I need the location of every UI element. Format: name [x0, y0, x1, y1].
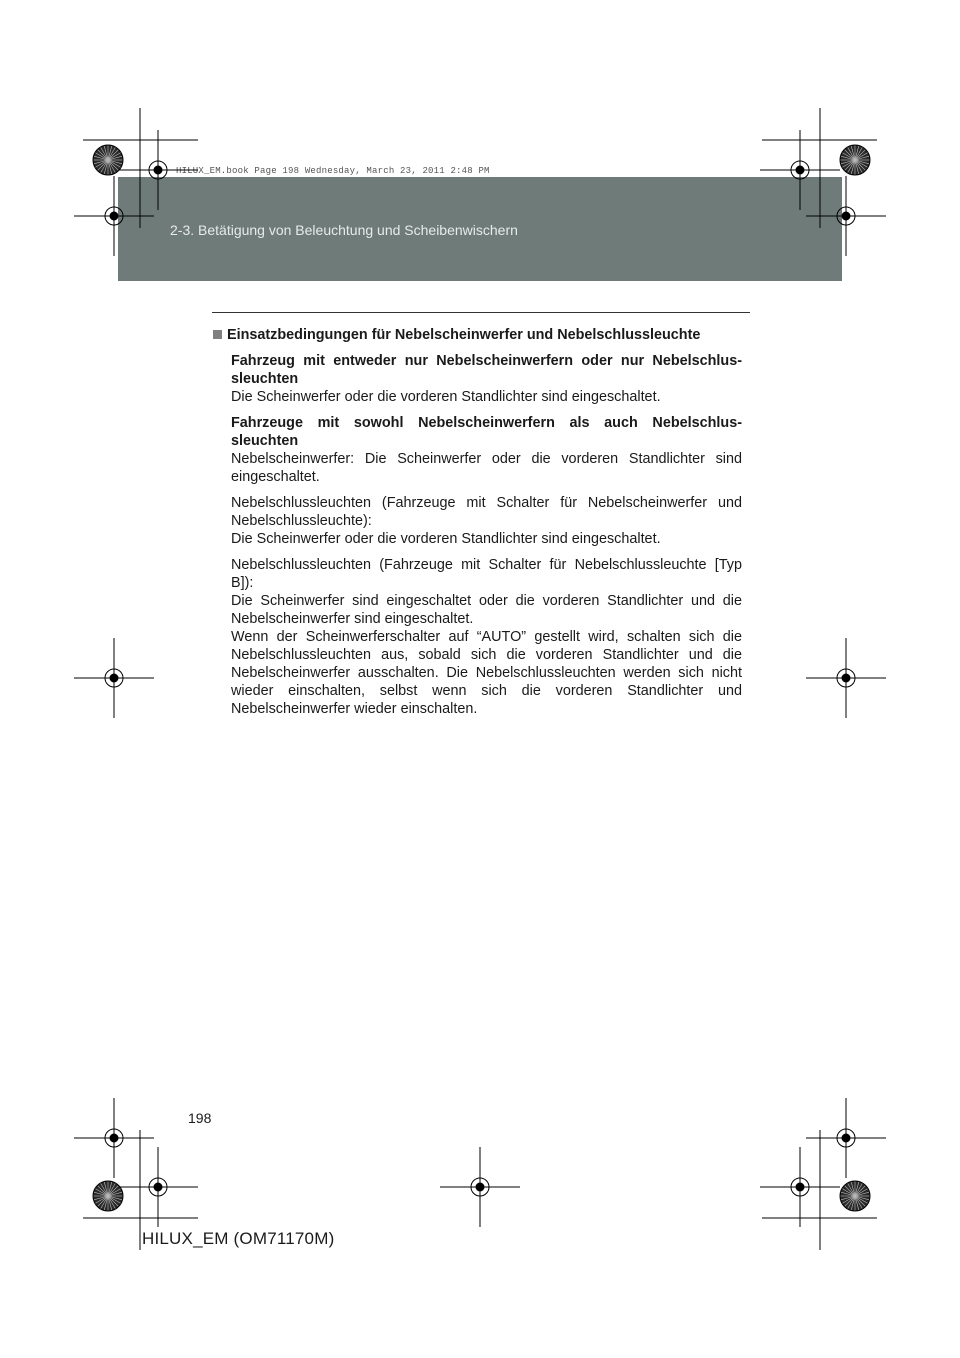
- paragraph-4-text-3: Wenn der Scheinwerferschalter auf “AUTO” gestellt wird, schalten sich die Nebelschlussleuchten aus, sobald sich die vorderen Standlichter und die Nebelscheinwerfer ausschalten. Die Nebelschlussleuchten werden sich nicht wieder einschalten, selbst wenn sich die vorderen Standlichter und Nebelscheinwerfer wieder einschalten.: [231, 629, 742, 717]
- crosshair-mark-icon: [806, 176, 886, 256]
- paragraph-3-text: Nebelschlussleuchten (Fahrzeuge mit Schalter für Nebelscheinwerfer und Nebelschlussleuchte):: [231, 495, 742, 529]
- rosette-mark-icon: [93, 1181, 123, 1211]
- heading-text: Einsatzbedingungen für Nebelscheinwerfer und Nebelschlussleuchte: [227, 327, 701, 343]
- crosshair-mark-icon: [806, 1098, 886, 1178]
- crosshair-mark-icon: [806, 638, 886, 718]
- rosette-mark-icon: [840, 145, 870, 175]
- section-title: 2-3. Betätigung von Beleuchtung und Scheibenwischern: [170, 222, 518, 238]
- crosshair-mark-icon: [760, 1147, 840, 1227]
- crosshair-mark-icon: [74, 638, 154, 718]
- paragraph-4-text-2: Die Scheinwerfer sind eingeschaltet oder die vorderen Standlichter und die Nebelscheinwerfer sind eingeschaltet.: [231, 593, 742, 627]
- page-number: 198: [188, 1110, 212, 1126]
- crosshair-mark-icon: [760, 130, 840, 210]
- crosshair-mark-icon: [118, 130, 198, 210]
- crosshair-mark-icon: [118, 1147, 198, 1227]
- rosette-mark-icon: [93, 145, 123, 175]
- model-code: HILUX_EM (OM71170M): [142, 1229, 335, 1248]
- paragraph-3-text-2: Die Scheinwerfer oder die vorderen Standlichter sind eingeschaltet.: [231, 531, 661, 547]
- paragraph-1-subheading: Fahrzeug mit entweder nur Nebelscheinwerfern oder nur Nebelschlus-sleuchten: [231, 353, 742, 387]
- paragraph-4-text: Nebelschlussleuchten (Fahrzeuge mit Schalter für Nebelschlussleuchte [Typ B]):: [231, 557, 742, 591]
- print-info: HILUX_EM.book Page 198 Wednesday, March 23, 2011 2:48 PM: [176, 166, 490, 176]
- crosshair-mark-icon: [74, 1098, 154, 1178]
- paragraph-2-subheading: Fahrzeuge mit sowohl Nebelscheinwerfern als auch Nebelschlus-sleuchten: [231, 415, 742, 449]
- paragraph-1-text: Die Scheinwerfer oder die vorderen Standlichter sind eingeschaltet.: [231, 389, 661, 405]
- paragraph-2-text: Nebelscheinwerfer: Die Scheinwerfer oder die vorderen Standlichter sind eingeschaltet.: [231, 451, 742, 485]
- crosshair-mark-icon: [74, 176, 154, 256]
- crosshair-mark-icon: [440, 1147, 520, 1227]
- rosette-mark-icon: [840, 1181, 870, 1211]
